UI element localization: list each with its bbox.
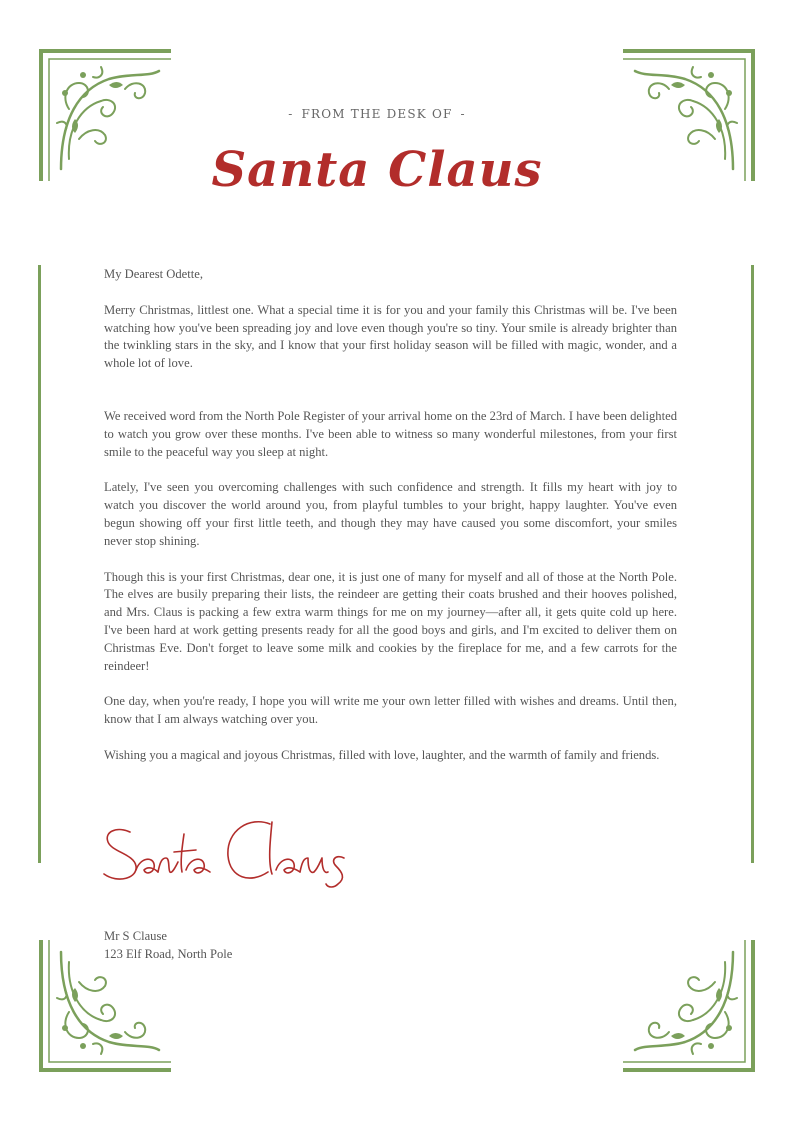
letter-paragraph: Though this is your first Christmas, dear one, it is just one of many for myself and all of those at the North Pole. The elves are busily preparing their lists, the reindeer are getting their coats brushed and their hooves polished, and Mrs. Claus is packing a few extra warm things for me on my journey—after all, it gets quite cold up here. I've been hard at work getting presents ready for all the good boys and girls, and I'm excited to deliver them on Christmas Eve. Don't forget to leave some milk and cookies by the fireplace for me, and a few carrots for the reindeer! <box>104 569 677 673</box>
border-line-left <box>38 265 41 863</box>
subtitle-dash-right: - <box>460 107 466 121</box>
letter-salutation: My Dearest Odette, <box>104 267 203 281</box>
letter-paragraph: We received word from the North Pole Register of your arrival home on the 23rd of March. I have been delighted to watch you grow over these months. I've been able to witness so many wonderful milestones, from your first smile to the peaceful way you sleep at night. <box>104 408 677 459</box>
letterhead-subtitle <box>0 107 754 121</box>
sender-name: Mr S Clause <box>104 929 167 943</box>
letter-paragraph: Lately, I've seen you overcoming challenges with such confidence and strength. It fills my heart with joy to watch you discover the world around you, from playful tumbles to your bright, happy laughter. You've even begun showing off your first little teeth, and though they may have caused you some discomfort, your smiles never stop shining. <box>104 480 677 548</box>
border-line-right <box>751 265 754 863</box>
ornament-corner-bottom-right-icon <box>623 940 755 1072</box>
subtitle-dash-left: - <box>288 107 294 121</box>
letter-body <box>104 266 677 783</box>
subtitle-text: FROM THE DESK OF <box>301 107 453 121</box>
sender-street: 123 Elf Road, North Pole <box>104 946 233 961</box>
handwritten-signature <box>100 812 360 902</box>
letter-paragraph: Merry Christmas, littlest one. What a special time it is for you and your family this Christmas will be. I've been watching how you've been spreading joy and love even though you're so tiny. Your smile is already brighter than the twinkling stars in the sky, and I know that your first holiday season will be filled with magic, wonder, and a whole lot of love. <box>104 302 677 371</box>
sender-address <box>104 928 232 963</box>
letterhead-title: Santa Claus <box>211 142 543 198</box>
letter-paragraph: Wishing you a magical and joyous Christmas, filled with love, laughter, and the warmth of family and friends. <box>104 747 660 762</box>
letter-paragraph: One day, when you're ready, I hope you will write me your own letter filled with wishes and dreams. Until then, know that I am always watching over you. <box>104 694 677 727</box>
